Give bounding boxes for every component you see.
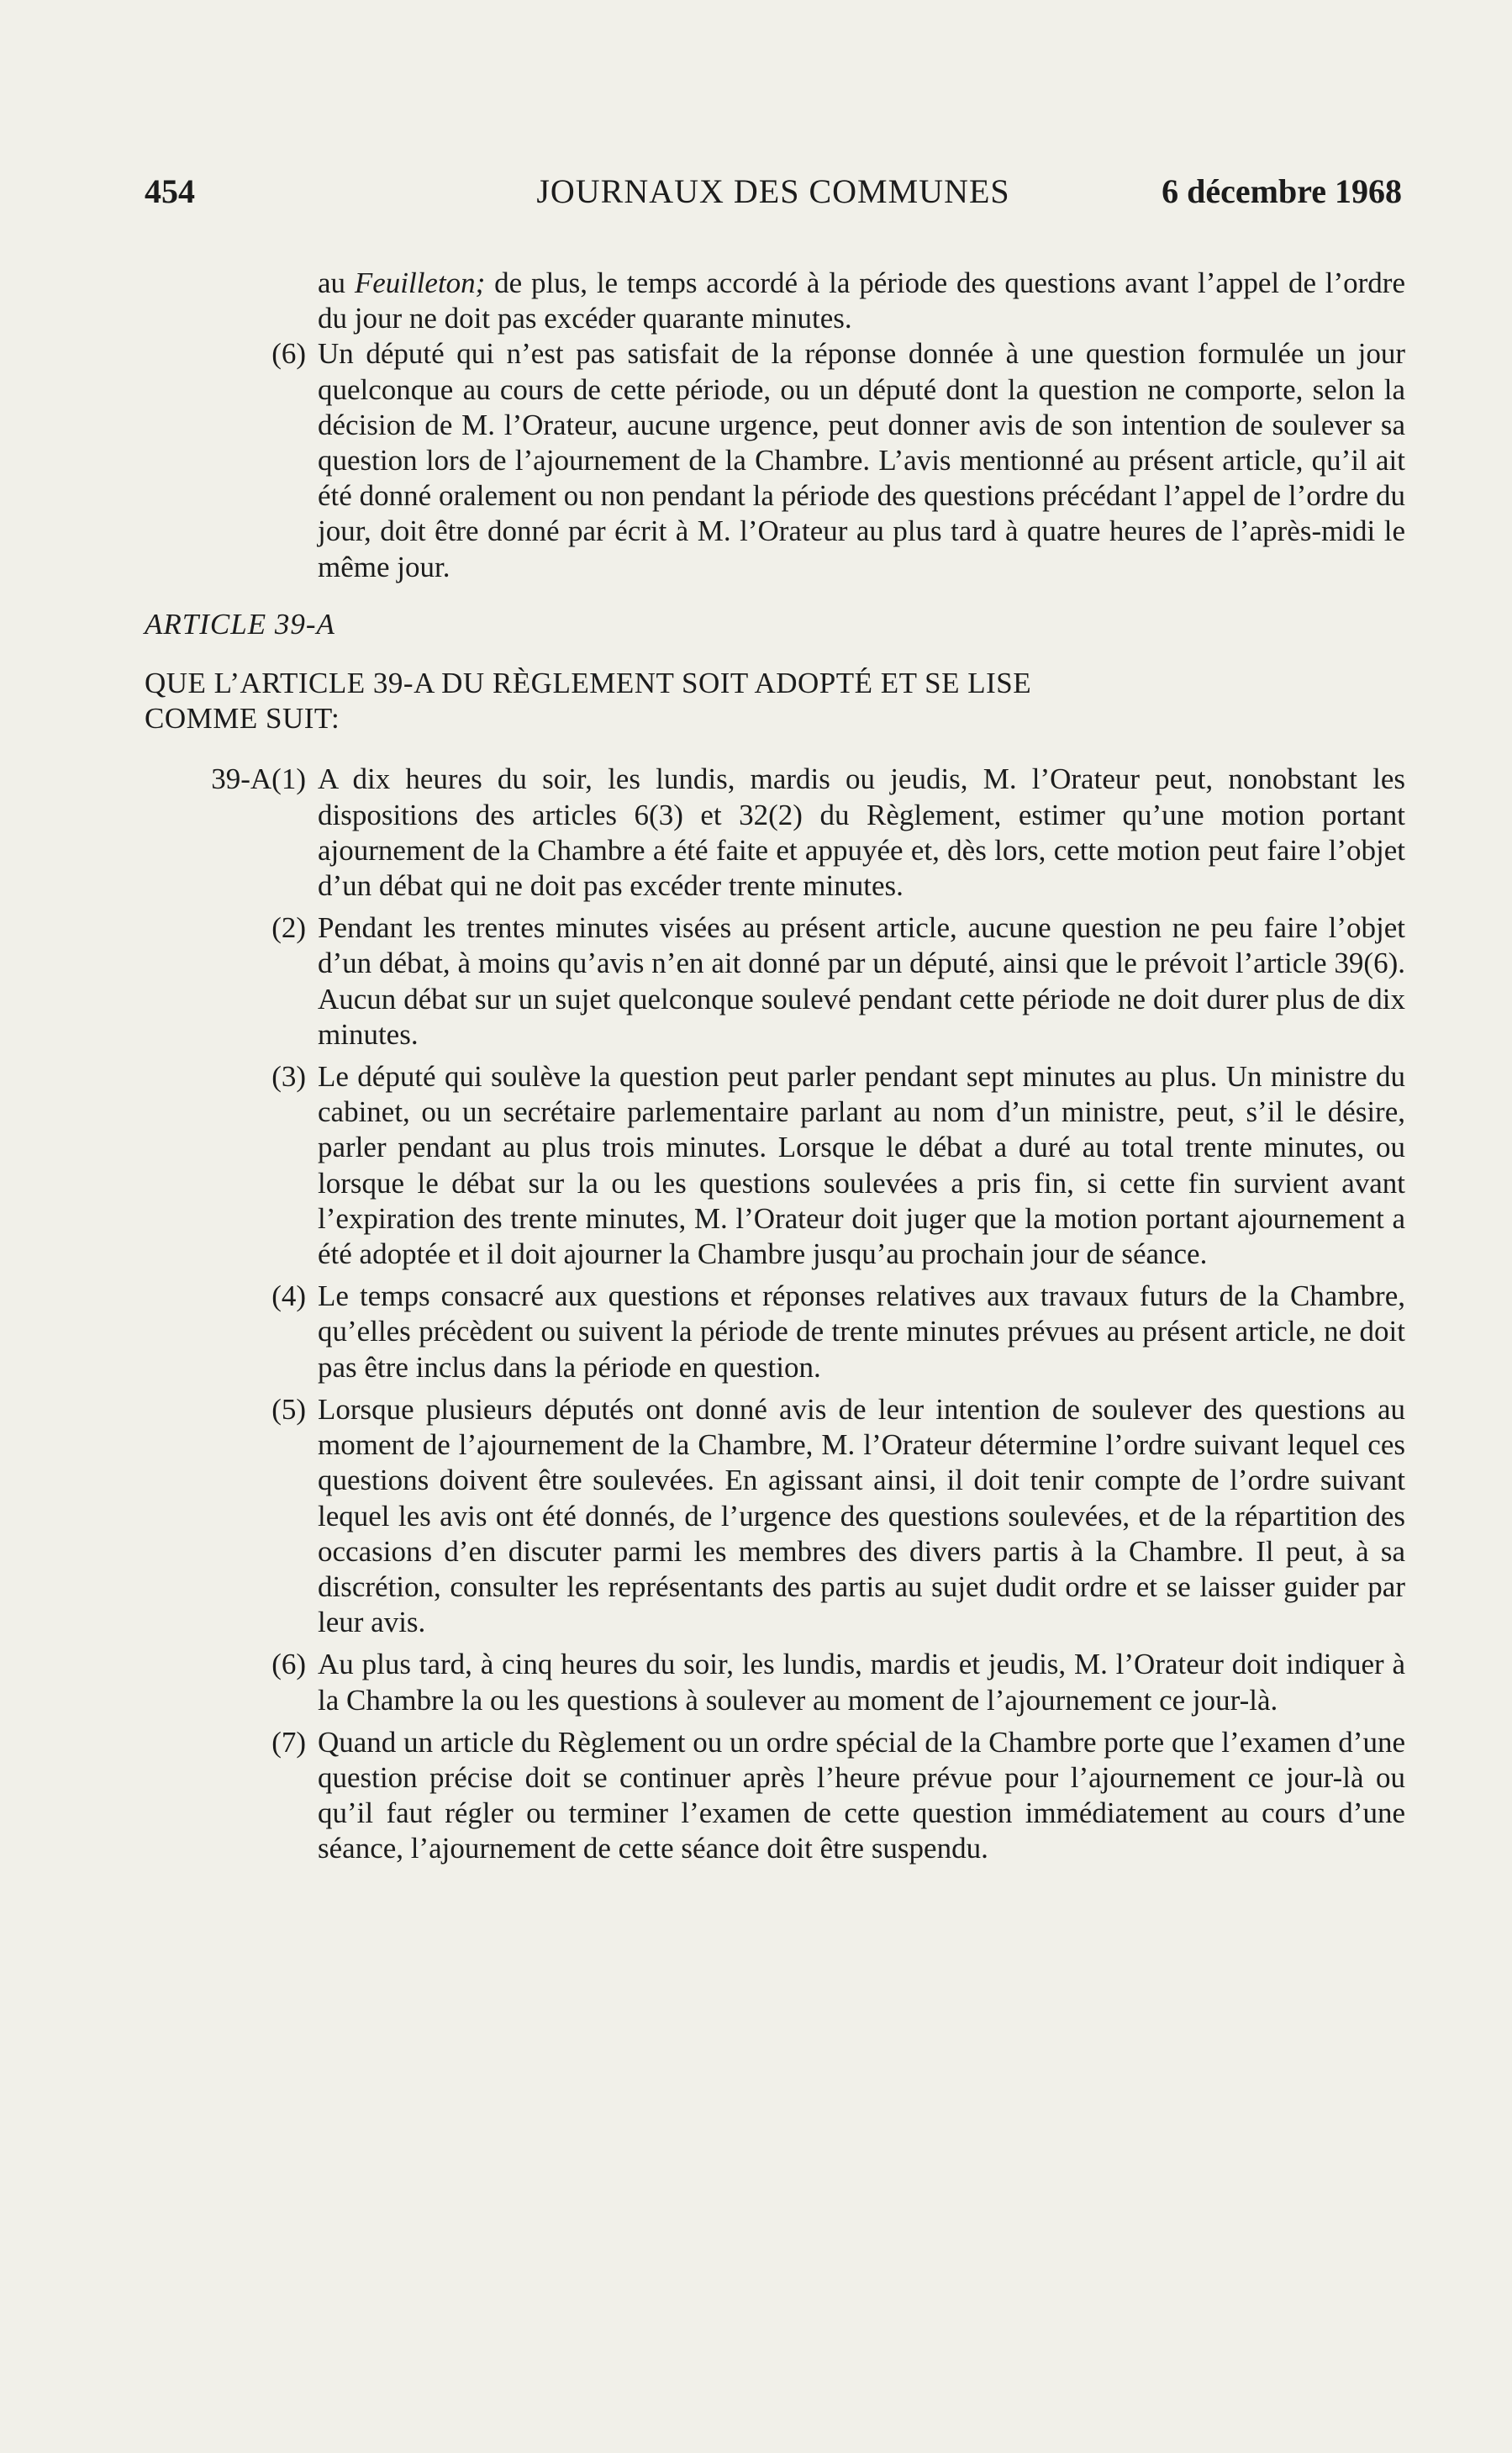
page-header [145, 171, 1402, 222]
article-heading: ARTICLE 39-A [145, 607, 335, 641]
page-body [145, 266, 1405, 1867]
paragraph-38-6 [145, 336, 1405, 584]
paragraph-number: (7) [271, 1725, 306, 1759]
resolution-text: QUE L’ARTICLE 39-A DU RÈGLEMENT SOIT ADOPTÉ ET SE LISE COMME SUIT: [145, 667, 1032, 736]
page-number: 454 [145, 172, 195, 210]
intro-italic: Feuilleton; [354, 266, 486, 299]
paragraph-39a-6 [145, 1647, 1405, 1717]
intro-text: de plus, le temps accordé à la période des questions avant l’appel de l’ordre du jour ne doit pas excéder quarante minutes. [318, 266, 1405, 335]
paragraph-39a-3 [145, 1059, 1405, 1272]
journal-title: JOURNAUX DES COMMUNES [536, 172, 1010, 210]
paragraph-number: (2) [271, 911, 306, 945]
paragraph-39a-2 [145, 910, 1405, 1052]
paragraph-text: Le député qui soulève la question peut parler pendant sept minutes au plus. Un ministre du cabinet, ou un secrétaire parlementaire parlant au nom d’un ministre, peut, s’il le désire, parler pendant au plus trois minutes. Lorsque le débat a duré au total trente minutes, ou lorsque le débat sur la ou les questions soulevées a pris fin, si cette fin survient avant l’expiration des trente minutes, M. l’Orateur doit juger que la motion portant ajournement a été adoptée et il doit ajourner la Chambre jusqu’au prochain jour de séance. [318, 1060, 1405, 1271]
paragraph-39a-7 [145, 1725, 1405, 1867]
paragraph-text: Au plus tard, à cinq heures du soir, les lundis, mardis et jeudis, M. l’Orateur doit indiquer à la Chambre la ou les questions à soulever au moment de l’ajournement ce jour-là. [318, 1648, 1405, 1717]
paragraph-text: Un député qui n’est pas satisfait de la réponse donnée à une question formulée un jour quelconque au cours de cette période, ou un député dont la question ne comporte, selon la décision de M. l’Orateur, aucune urgence, peut donner avis de son intention de soulever sa question lors de l’ajournement de la Chambre. L’avis mentionné au présent article, qu’il ait été donné oralement ou non pendant la période des questions précédant l’appel de l’ordre du jour, doit être donné par écrit à M. l’Orateur au plus tard à quatre heures de l’après-midi le même jour. [318, 337, 1405, 583]
paragraph-number: (6) [271, 1648, 306, 1681]
paragraph-number: (5) [271, 1392, 306, 1426]
paragraph-number: (3) [271, 1060, 306, 1094]
paragraph-text: Pendant les trentes minutes visées au présent article, aucune question ne peu faire l’objet d’un débat, à moins qu’avis n’en ait donné par un député, ainsi que le prévoit l’article 39(6). Aucun débat sur un sujet quelconque soulevé pendant cette période ne doit durer plus de dix minutes. [318, 911, 1405, 1051]
paragraph-text: Le temps consacré aux questions et réponses relatives aux travaux futurs de la Chambre, qu’elles précèdent ou suivent la période de trente minutes prévues au présent article, ne doit pas être inclus dans la période en question. [318, 1279, 1405, 1384]
header-date: 6 décembre 1968 [1162, 172, 1402, 210]
intro-continuation [145, 266, 1405, 336]
paragraph-number: 39-A(1) [211, 762, 306, 796]
paragraph-number: (6) [271, 337, 306, 371]
paragraph-39a-1 [145, 762, 1405, 904]
paragraph-number: (4) [271, 1279, 306, 1313]
intro-prefix: au [318, 266, 355, 299]
paragraph-39a-4 [145, 1279, 1405, 1385]
paragraph-text: A dix heures du soir, les lundis, mardis ou jeudis, M. l’Orateur peut, nonobstant les dispositions des articles 6(3) et 32(2) du Règlement, estimer qu’une motion portant ajournement de la Chambre a été faite et appuyée et, dès lors, cette motion peut faire l’objet d’un débat qui ne doit pas excéder trente minutes. [318, 762, 1405, 903]
paragraph-39a-5 [145, 1392, 1405, 1640]
paragraph-text: Lorsque plusieurs députés ont donné avis de leur intention de soulever des questions au moment de l’ajournement de la Chambre, M. l’Orateur détermine l’ordre suivant lequel ces questions doivent être soulevées. En agissant ainsi, il doit tenir compte de l’ordre suivant lequel les avis ont été donnés, de l’urgence des questions soulevées, et de la répartition des occasions d’en discuter parmi les membres des divers partis à la Chambre. Il peut, à sa discrétion, consulter les représentants des partis au sujet dudit ordre et se laisser guider par leur avis. [318, 1392, 1405, 1639]
paragraph-text: Quand un article du Règlement ou un ordre spécial de la Chambre porte que l’examen d’une question précise doit se continuer après l’heure prévue pour l’ajournement ce jour-là ou qu’il faut régler ou terminer l’examen de cette question immédiatement au cours d’une séance, l’ajournement de cette séance doit être suspendu. [318, 1725, 1405, 1865]
